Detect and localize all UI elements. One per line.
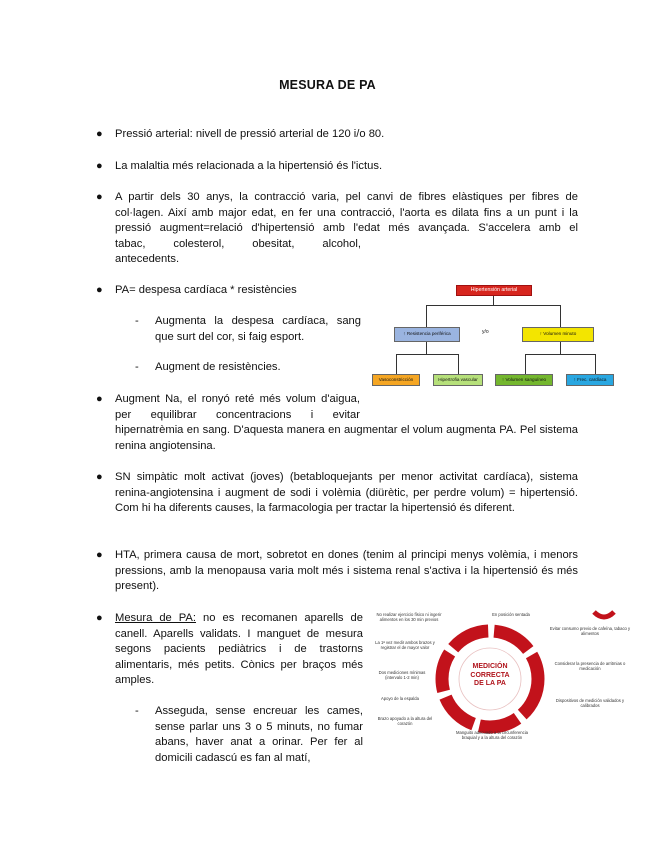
sub-text: Augment de resistències. xyxy=(155,361,281,373)
bullet-pressio-arterial xyxy=(96,127,585,143)
bullet-dot: ● xyxy=(96,160,103,172)
bullet-dot: ● xyxy=(96,128,103,140)
center-line: DE LA PA xyxy=(474,680,506,687)
label-ambos-brazos: La 1ª vez medir ambos brazos y registrar el de mayor valor xyxy=(375,640,435,651)
label-yo: y/o xyxy=(482,329,489,335)
bullet-line xyxy=(115,237,361,253)
dash: - xyxy=(135,315,139,327)
bullet-dot: ● xyxy=(96,612,103,624)
center-line: MEDICIÓN xyxy=(472,663,508,670)
page-title: MESURA DE PA xyxy=(279,78,376,92)
label-espalda: Apoyo de la espalda xyxy=(381,696,419,701)
sub-text: Asseguda, sense encreuar les cames, sense parlar uns 3 o 5 minuts, no fumar abans, haver anat a orinar. Per fer al domicili cadascú es fan al matí, xyxy=(155,705,363,764)
sub-text: Augmenta la despesa cardíaca, sang que surt del cor, si faig esport. xyxy=(155,315,361,343)
bullet-dot: ● xyxy=(96,393,103,405)
bullet-text: PA= despesa cardíaca * resistències xyxy=(115,284,297,296)
label-manguito: Manguito adecuado a la circunferencia braquial y a la altura del corazón xyxy=(456,730,528,741)
bullet-text: no es recomanen aparells de canell. Aparells validats. I manguet de mesura segons pacients pediàtrics i de trastorns alimentaris, més petits. Cònics per braços més amples. xyxy=(115,612,363,686)
box-hipertension: Hipertensión arterial xyxy=(456,285,532,296)
box-resistencia: ↑ Resistencia periférica xyxy=(394,327,460,342)
word-colesterol: colesterol, xyxy=(173,237,225,250)
bullet-line: per equilibrar concentracions i evitar xyxy=(115,408,360,421)
mesura-heading: Mesura de PA: xyxy=(115,612,197,624)
word-alcohol: alcohol, xyxy=(322,237,361,250)
bullet-pa-formula xyxy=(96,283,365,299)
bullet-line: col·lagen. Així amb major edat, en fer una contracció, l'aorta es dilata fins a un punt i la xyxy=(115,206,578,219)
bullet-mesura-pa xyxy=(96,611,363,689)
bullet-sodi xyxy=(96,392,578,454)
dash: - xyxy=(135,705,139,717)
bullet-dot: ● xyxy=(96,191,103,203)
label-dispositivos: Dispositivos de medición validados y calibrados xyxy=(555,698,625,709)
bullet-line: A partir dels 30 anys, la contracció varia, pel canvi de fibres elàstiques per fibres de xyxy=(115,191,578,203)
center-title xyxy=(463,663,517,689)
hypertension-diagram xyxy=(370,283,618,393)
bullet-sn-simpatic xyxy=(96,470,578,517)
box-vasoconstriccion: Vasoconstricción xyxy=(372,374,420,386)
box-volumen-sanguineo: ↑ Volumen sanguíneo xyxy=(495,374,553,386)
bullet-dot: ● xyxy=(96,471,103,483)
pa-measurement-diagram xyxy=(372,606,637,756)
bullet-text: Pressió arterial: nivell de pressió arterial de 120 i/o 80. xyxy=(115,128,385,140)
bullet-text: SN simpàtic molt activat (joves) (betabloquejants per menor activitat cardíaca), sistema renina-angiotensina i augment de sodi i volèmia (diürètic, per perdre volum) = hipertensió. Com hi ha diferents causes, la farmacologia per tractar la hipertensió és diferent. xyxy=(115,471,578,514)
sub-asseguda xyxy=(135,704,363,766)
bullet-line: Augment Na, el ronyó reté més volum d'aigua, xyxy=(115,393,360,405)
bullet-dot: ● xyxy=(96,549,103,561)
dash: - xyxy=(135,361,139,373)
label-arritmias: Considerar la presencia de arritmias o medicación xyxy=(554,661,626,672)
bullet-malaltia xyxy=(96,159,585,175)
bullet-line: antecedents. xyxy=(115,253,180,265)
sub-resistencies xyxy=(135,360,361,376)
label-cafeina: Evitar consumo previo de cafeína, tabaco y alimentos xyxy=(549,626,631,637)
word-tabac: tabac, xyxy=(115,237,146,250)
sub-despesa xyxy=(135,314,361,345)
box-frec-cardiaca: ↑ Frec. cardíaca xyxy=(566,374,614,386)
bullet-edat xyxy=(96,190,578,268)
word-obesitat: obesitat, xyxy=(252,237,295,250)
red-swoosh xyxy=(594,612,614,617)
label-dos-mediciones: Dos mediciones mínimas (intervalo 1-2 min) xyxy=(378,670,426,681)
center-line: CORRECTA xyxy=(470,671,510,679)
box-volumen-minuto: ↑ Volumen minuto xyxy=(522,327,594,342)
bullet-dot: ● xyxy=(96,284,103,296)
bullet-line: hipernatrèmia en sang. D'aquesta manera en augmentar el volum augmenta PA. Pel sistema renina angiotensina. xyxy=(115,424,578,452)
label-sentada: En posición sentada xyxy=(492,612,530,617)
label-ejercicio: No realizar ejercicio físico ni ingerir alimentos en los 30 min previos xyxy=(376,612,442,623)
label-brazo: Brazo apoyado a la altura del corazón xyxy=(377,716,433,727)
bullet-text: La malaltia més relacionada a la hipertensió és l'ictus. xyxy=(115,160,383,172)
bullet-hta xyxy=(96,548,578,595)
box-hipertrofia: Hipertrofia vascular xyxy=(433,374,483,386)
bullet-text: HTA, primera causa de mort, sobretot en dones (tenim al principi menys volèmia, i menors pressions, amb la menopausa varia molt més i sistema renal s'activa i la hipertensió és més present). xyxy=(115,549,578,592)
bullet-line: pressió augment=relació d'hipertensió amb l'edat més avançada. S'accelera amb el xyxy=(115,222,578,234)
